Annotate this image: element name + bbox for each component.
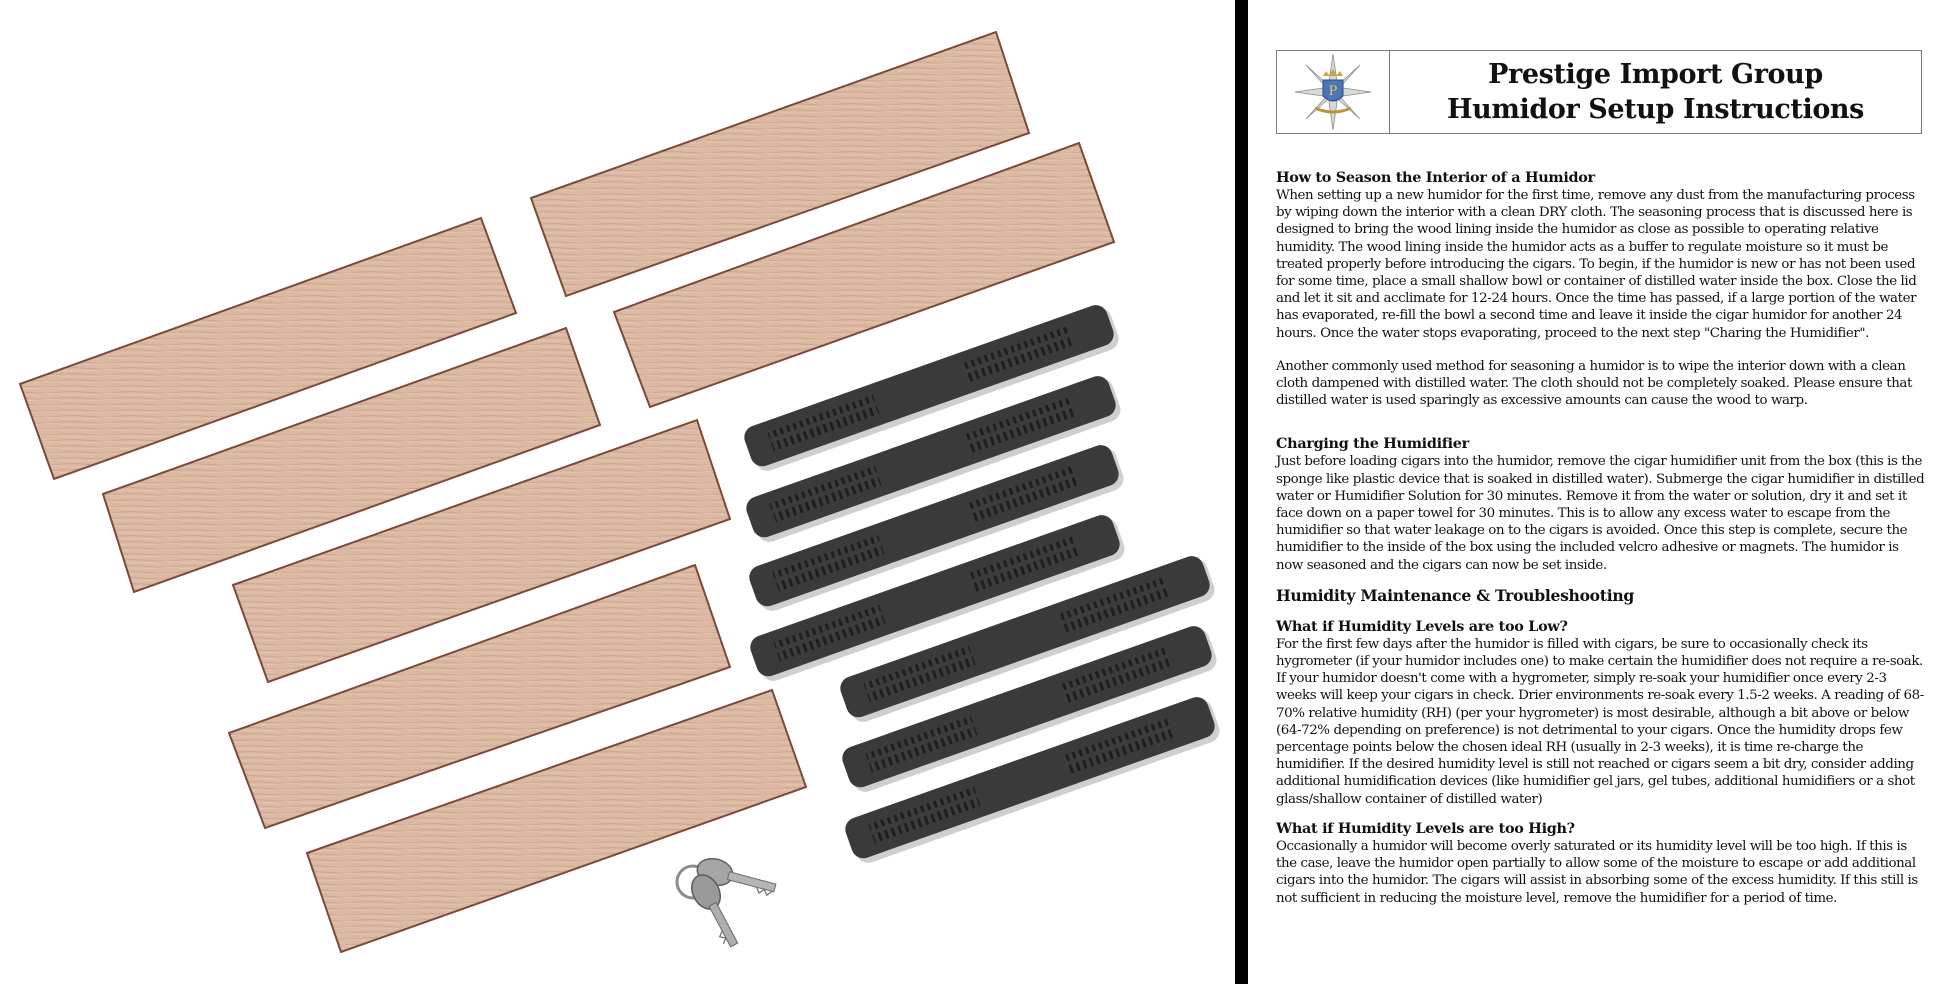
title-line-instructions: Humidor Setup Instructions bbox=[1447, 94, 1864, 125]
humidifier-strips bbox=[741, 301, 1223, 867]
charging-heading: Charging the Humidifier bbox=[1276, 435, 1469, 453]
low-humidity-heading: What if Humidity Levels are too Low? bbox=[1276, 617, 1568, 635]
keys-icon bbox=[677, 855, 778, 951]
prestige-crest-icon bbox=[1293, 52, 1373, 132]
high-humidity-paragraph: Occasionally a humidor will become overly saturated or its humidity level will be too high. If this is the case, leave the humidor open partially to allow some of the moisture to escape or add additional cigars into the humidor. The cigars will assist in absorbing some of the excess humidity. If this still is not sufficient in reducing the moisture level, remove the humidifier for a period of time. bbox=[1276, 838, 1918, 906]
document-title bbox=[1390, 51, 1921, 133]
season-paragraph-2: Another commonly used method for seasoning a humidor is to wipe the interior down with a clean cloth dampened with distilled water. The cloth should not be completely soaked. Please ensure that distilled water is used sparingly as excessive amounts can cause the wood to warp. bbox=[1276, 358, 1912, 409]
instructions-document bbox=[1248, 0, 1946, 984]
logo-cell bbox=[1277, 51, 1390, 133]
document-body bbox=[1276, 169, 1926, 907]
charging-paragraph: Just before loading cigars into the humidor, remove the cigar humidifier unit from the box (this is the sponge like plastic device that is soaked in distilled water). Submerge the cigar humidifier in distilled water or Humidifier Solution for 30 minutes. Remove it from the water or solution, dry it and set it face down on a paper towel for 30 minutes. This is to allow any excess water to escape from the humidifier so that water leakage on to the cigars is avoided. Once this step is complete, secure the humidifier to the inside of the box using the included velcro adhesive or magnets. The humidor is now seasoned and the cigars can now be set inside. bbox=[1276, 454, 1925, 573]
svg-text:P: P bbox=[1328, 84, 1338, 99]
low-humidity-paragraph: For the first few days after the humidor is filled with cigars, be sure to occasionally check its hygrometer (if your humidor includes one) to make certain the humidifier does not require a re-soak. If your humidor doesn't come with a hygrometer, simply re-soak your humidifier once every 2-3 weeks will keep your cigars in check. Drier environments re-soak every 1.5-2 weeks. A reading of 68-70% relative humidity (RH) (per your hygrometer) is most desirable, although a bit above or below (64-72% depending on preference) is not detrimental to your cigars. Once the humidity drops few percentage points below the chosen ideal RH (usually in 2-3 weeks), it is time re-charge the humidifier. If the desired humidity level is still not reached or cigars seem a bit dry, consider adding additional humidification devices (like humidifier gel jars, gel tubes, additional humidifiers or a shot glass/shallow container of distilled water) bbox=[1276, 636, 1924, 807]
season-heading: How to Season the Interior of a Humidor bbox=[1276, 169, 1595, 186]
season-paragraph-1: When setting up a new humidor for the first time, remove any dust from the manufacturing process by wiping down the interior with a clean DRY cloth. The seasoning process that is discussed here is designed to bring the wood lining inside the humidor as close as possible to operating relative humidity. The wood lining inside the humidor acts as a buffer to regulate moisture so it must be treated properly before introducing the cigars. To begin, if the humidor is new or has not been used for some time, place a small shallow bowl or container of distilled water inside the box. Close the lid and let it sit and acclimate for 12-24 hours. Once the time has passed, if a large portion of the water has evaporated, re-fill the bowl a second time and leave it inside the cigar humidor for another 24 hours. Once the water stops evaporating, proceed to the next step "Charing the Humidifier". bbox=[1276, 188, 1917, 341]
title-line-company: Prestige Import Group bbox=[1488, 59, 1823, 90]
maintenance-heading: Humidity Maintenance & Troubleshooting bbox=[1276, 585, 1634, 605]
page-divider bbox=[1235, 0, 1248, 984]
high-humidity-heading: What if Humidity Levels are too High? bbox=[1276, 819, 1575, 837]
document-header bbox=[1276, 50, 1922, 134]
